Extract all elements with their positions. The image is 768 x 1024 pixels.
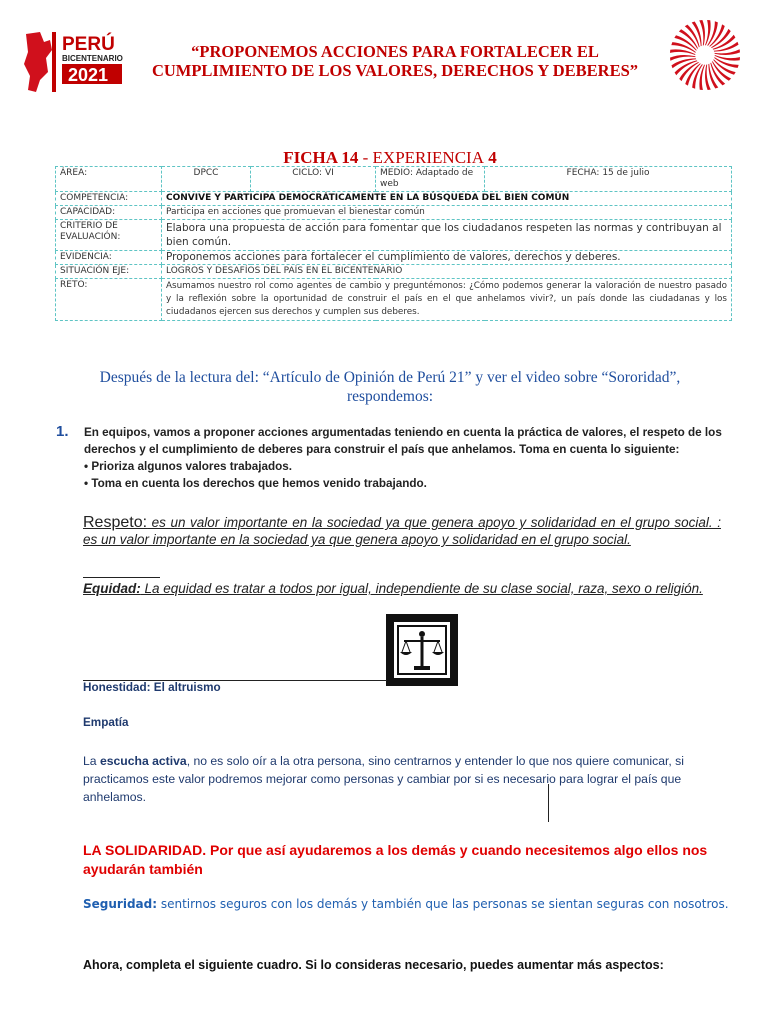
emblem-ray (713, 59, 735, 75)
escucha-text: , no es solo oír a la otra persona, sino centrarnos y entender lo que nos quiere comunicar, si practicamos este valor podremos mejorar como personas y cambiar por si es necesario para lograr el país que anhelamos. (83, 754, 684, 804)
escucha-keyword: escucha activa (99, 754, 187, 768)
seguridad-text: sentirnos seguros con los demás y también que las personas se sientan seguras con nosotros. (157, 897, 729, 911)
reto-label: RETO: (56, 279, 162, 321)
table-row (56, 192, 732, 206)
respeto-answer[interactable] (83, 514, 721, 548)
table-row (56, 220, 732, 251)
fecha-cell: FECHA: 15 de julio (485, 167, 732, 192)
instructions-text: En equipos, vamos a proponer acciones argumentadas teniendo en cuenta la práctica de valores, el respeto de los derechos y el cumplimiento de deberes para construir el país que anhelamos. Toma en cuenta lo siguiente: (84, 426, 722, 456)
instructions (84, 424, 724, 492)
equidad-answer[interactable] (83, 580, 721, 597)
ciclo-cell: CICLO: VI (251, 167, 376, 192)
area-value: DPCC (162, 167, 251, 192)
competencia-label: COMPETENCIA: (56, 192, 162, 206)
evidencia-value: Proponemos acciones para fortalecer el cumplimiento de valores, derechos y deberes. (162, 251, 732, 265)
seguridad-paragraph[interactable] (83, 897, 733, 911)
situacion-label: SITUACIÓN EJE: (56, 265, 162, 279)
emblem-ray (699, 20, 705, 45)
empatia-line[interactable]: Empatía (83, 716, 129, 729)
table-row (56, 279, 732, 321)
seguridad-keyword: Seguridad: (83, 897, 158, 911)
subheading: Después de la lectura del: “Artículo de Opinión de Perú 21” y ver el video sobre “Sororidad”, respondemos: (99, 369, 681, 405)
table-row (56, 251, 732, 265)
capacidad-label: CAPACIDAD: (56, 206, 162, 220)
capacidad-value: Participa en acciones que promuevan el bienestar común (162, 206, 732, 220)
item-number: 1. (56, 423, 69, 440)
table-row (56, 167, 732, 192)
ficha-heading: FICHA 14 - EXPERIENCIA 4 (283, 148, 497, 167)
emblem-ray (705, 65, 711, 90)
criterio-label: CRITERIO DE EVALUACIÓN: (56, 220, 162, 251)
reto-value: Asumamos nuestro rol como agentes de cambio y preguntémonos: ¿Cómo podemos generar la valoración de nuestro pasado y la reflexión sobre la oportunidad de construir el país en el que anhelamos vivir?, un país donde las ciudadanas y los ciudadanos ejercen sus derechos y cumplen sus deberes. (162, 279, 732, 321)
area-label: ÁREA: (56, 167, 162, 192)
medio-cell: MEDIO: Adaptado de web (376, 167, 485, 192)
escucha-prefix: La (83, 754, 100, 768)
table-row (56, 206, 732, 220)
underline-rule (83, 577, 160, 578)
balance-scale-icon (386, 614, 458, 686)
emblem-ray (715, 49, 740, 55)
escucha-activa-paragraph[interactable] (83, 752, 721, 806)
situacion-value: LOGROS Y DESAFÍOS DEL PAÍS EN EL BICENTENARIO (162, 265, 732, 279)
equidad-text: La equidad es tratar a todos por igual, independiente de su clase social, raza, sexo o religión. (140, 581, 703, 596)
equidad-keyword: Equidad: (83, 581, 141, 596)
emblem-ray (674, 35, 696, 51)
table-row (56, 265, 732, 279)
svg-text:BICENTENARIO: BICENTENARIO (62, 54, 123, 63)
criterio-value: Elabora una propuesta de acción para fomentar que los ciudadanos respeten las normas y contribuyan al bien común. (162, 220, 732, 251)
document-title: “PROPONEMOS ACCIONES PARA FORTALECER EL CUMPLIMIENTO DE LOS VALORES, DERECHOS Y DEBERES” (151, 42, 639, 80)
text-cursor (548, 784, 549, 822)
honestidad-line[interactable]: Honestidad: El altruismo (83, 681, 221, 694)
emblem-ray (709, 24, 725, 46)
bullet-item: • Toma en cuenta los derechos que hemos venido trabajando. (84, 477, 427, 490)
svg-text:2021: 2021 (68, 65, 109, 85)
info-table (55, 166, 732, 321)
evidencia-label: EVIDENCIA: (56, 251, 162, 265)
solidaridad-paragraph[interactable]: LA SOLIDARIDAD. Por que así ayudaremos a los demás y cuando necesitemos algo ellos nos ayudarán también (83, 842, 708, 877)
peru-bicentenario-logo (22, 28, 130, 96)
emblem-ray (670, 55, 695, 61)
competencia-value: CONVIVE Y PARTICIPA DEMOCRÁTICAMENTE EN LA BÚSQUEDA DEL BIEN COMÚN (162, 192, 732, 206)
emblem-ray (685, 63, 701, 85)
bullet-item: • Prioriza algunos valores trabajados. (84, 460, 293, 473)
respeto-text: es un valor importante en la sociedad ya que genera apoyo y solidaridad en el grupo social. : es un valor importante en la sociedad ya que genera apoyo y solidaridad en el grupo social. (83, 515, 721, 547)
svg-text:PERÚ: PERÚ (62, 34, 115, 55)
respeto-keyword: Respeto: (83, 514, 148, 531)
final-instruction: Ahora, completa el siguiente cuadro. Si lo consideras necesario, puedes aumentar más aspectos: (83, 958, 664, 972)
sunburst-emblem (666, 16, 744, 94)
